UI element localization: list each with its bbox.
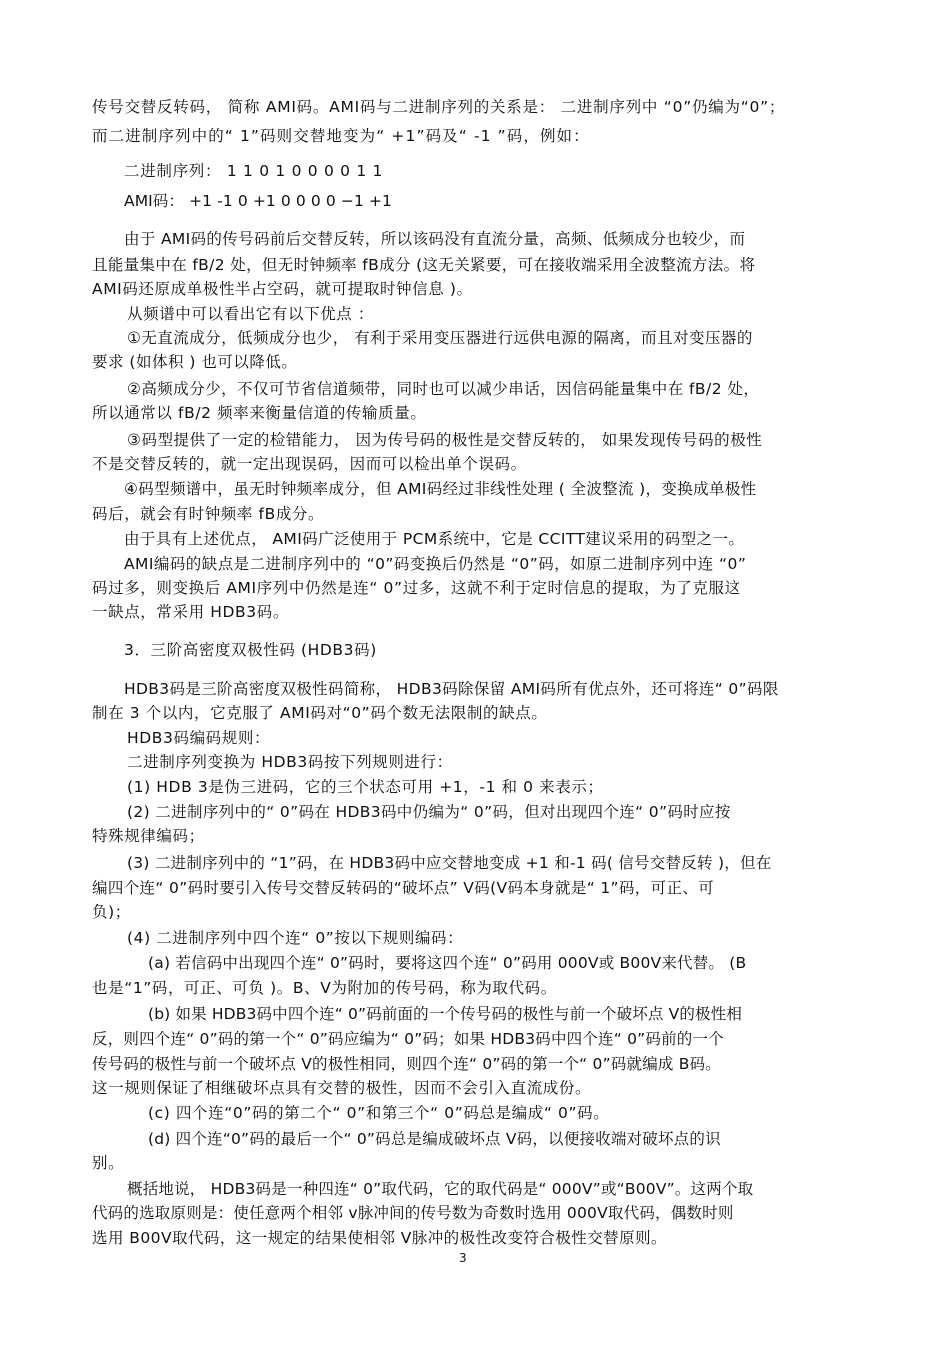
text-line: 这一规则保证了相继破坏点具有交替的极性，因而不会引入直流成份。 xyxy=(92,1079,592,1097)
text-line: 码后，就会有时钟频率 fB成分。 xyxy=(92,505,325,523)
text-line: ④码型频谱中，虽无时钟频率成分，但 AMI码经过非线性处理 ( 全波整流 )，变换成单极性 xyxy=(124,480,757,498)
rule-item: (3) 二进制序列中的 “1”码，在 HDB3码中应交替地变成 +1 和-1 码( 信号交替反转 )，但在 xyxy=(127,854,772,872)
section-heading: 3．三阶高密度双极性码 (HDB3码) xyxy=(124,641,377,659)
ami-code-example: AMI码： +1 -1 0 +1 0 0 0 0 −1 +1 xyxy=(124,192,392,210)
text-line: HDB3码是三阶高密度双极性码简称， HDB3码除保留 AMI码所有优点外，还可将连“ 0”码限 xyxy=(124,680,779,698)
text-line: 代码的选取原则是：使任意两个相邻 v脉冲间的传号数为奇数时选用 000V取代码，偶数时则 xyxy=(92,1204,734,1222)
text-line: 传号交替反转码， 简称 AMI码。AMI码与二进制序列的关系是： 二进制序列中 “0”仍编为“0”； xyxy=(92,98,786,116)
page-number: 3 xyxy=(459,1251,467,1265)
text-line: 反，则四个连“ 0”码的第一个“ 0”码应编为“ 0”码；如果 HDB3码中四个连“ 0”码前的一个 xyxy=(92,1030,724,1048)
text-line: 且能量集中在 fB/2 处，但无时钟频率 fB成分 (这无关紧要，可在接收端采用全波整流方法。将 xyxy=(92,256,756,274)
rule-item: (1) HDB 3是伪三进码，它的三个状态可用 +1，-1 和 0 来表示； xyxy=(127,778,604,796)
text-line: 从频谱中可以看出它有以下优点 ： xyxy=(127,305,375,323)
text-line: 制在 3 个以内，它克服了 AMI码对“0”码个数无法限制的缺点。 xyxy=(92,704,548,722)
text-line: 要求 (如体积 ) 也可以降低。 xyxy=(92,353,298,371)
text-line: 编四个连“ 0”码时要引入传号交替反转码的“破坏点” V码(V码本身就是“ 1”码，可正、可 xyxy=(92,879,715,897)
text-line: 二进制序列变换为 HDB3码按下列规则进行： xyxy=(127,753,453,771)
binary-sequence-example: 二进制序列： 1 1 0 1 0 0 0 0 1 1 xyxy=(124,162,384,180)
text-line: 别。 xyxy=(92,1154,125,1172)
text-line: ②高频成分少，不仅可节省信道频带，同时也可以减少串话，因信码能量集中在 fB/2 处， xyxy=(127,380,760,398)
rule-item: (4) 二进制序列中四个连“ 0”按以下规则编码： xyxy=(127,929,464,947)
text-line: 不是交替反转的，就一定出现误码，因而可以检出单个误码。 xyxy=(92,455,527,473)
text-line: 也是“1”码，可正、可负 )。B、V为附加的传号码，称为取代码。 xyxy=(92,979,557,997)
text-line: HDB3码编码规则： xyxy=(127,729,271,747)
text-line: ①无直流成分，低频成分也少， 有利于采用变压器进行远供电源的隔离，而且对变压器的 xyxy=(127,329,753,347)
sub-rule-item: (d) 四个连“0”码的最后一个“ 0”码总是编成破坏点 V码，以便接收端对破坏点的识 xyxy=(148,1130,721,1148)
text-line: 码过多，则变换后 AMI序列中仍然是连“ 0”过多，这就不利于定时信息的提取，为了克服这 xyxy=(92,579,741,597)
text-line: 一缺点，常采用 HDB3码。 xyxy=(92,603,289,621)
text-line: AMI码还原成单极性半占空码，就可提取时钟信息 )。 xyxy=(92,280,473,298)
rule-item: (2) 二进制序列中的“ 0”码在 HDB3码中仍编为“ 0”码，但对出现四个连“ 0”码时应按 xyxy=(127,803,731,821)
text-line: 所以通常以 fB/2 频率来衡量信道的传输质量。 xyxy=(92,404,427,422)
text-line: 特殊规律编码； xyxy=(92,827,205,845)
text-line: 由于具有上述优点， AMI码广泛使用于 PCM系统中，它是 CCITT建议采用的码型之一。 xyxy=(124,530,745,548)
sub-rule-item: (c) 四个连“0”码的第二个“ 0”和第三个“ 0”码总是编成“ 0”码。 xyxy=(148,1104,610,1122)
text-line: 而二进制序列中的“ 1”码则交替地变为“ +1”码及“ -1 ”码，例如： xyxy=(92,127,590,145)
text-line: AMI编码的缺点是二进制序列中的 “0”码变换后仍然是 “0”码，如原二进制序列中连 “0” xyxy=(124,555,747,573)
text-line: 选用 B00V取代码，这一规定的结果使相邻 V脉冲的极性改变符合极性交替原则。 xyxy=(92,1229,667,1247)
sub-rule-item: (b) 如果 HDB3码中四个连“ 0”码前面的一个传号码的极性与前一个破坏点 V的极性相 xyxy=(148,1005,743,1023)
sub-rule-item: (a) 若信码中出现四个连“ 0”码时，要将这四个连“ 0”码用 000V或 B00V来代替。 (B xyxy=(148,954,747,972)
text-line: 传号码的极性与前一个破坏点 V的极性相同，则四个连“ 0”码的第一个“ 0”码就编成 B码。 xyxy=(92,1055,721,1073)
text-line: 概括地说， HDB3码是一种四连“ 0”取代码，它的取代码是“ 000V”或“B00V”。这两个取 xyxy=(127,1180,754,1198)
text-line: ③码型提供了一定的检错能力， 因为传号码的极性是交替反转的， 如果发现传号码的极性 xyxy=(127,431,763,449)
text-line: 由于 AMI码的传号码前后交替反转，所以该码没有直流分量，高频、低频成分也较少，而 xyxy=(124,230,746,248)
text-line: 负)； xyxy=(92,903,131,921)
